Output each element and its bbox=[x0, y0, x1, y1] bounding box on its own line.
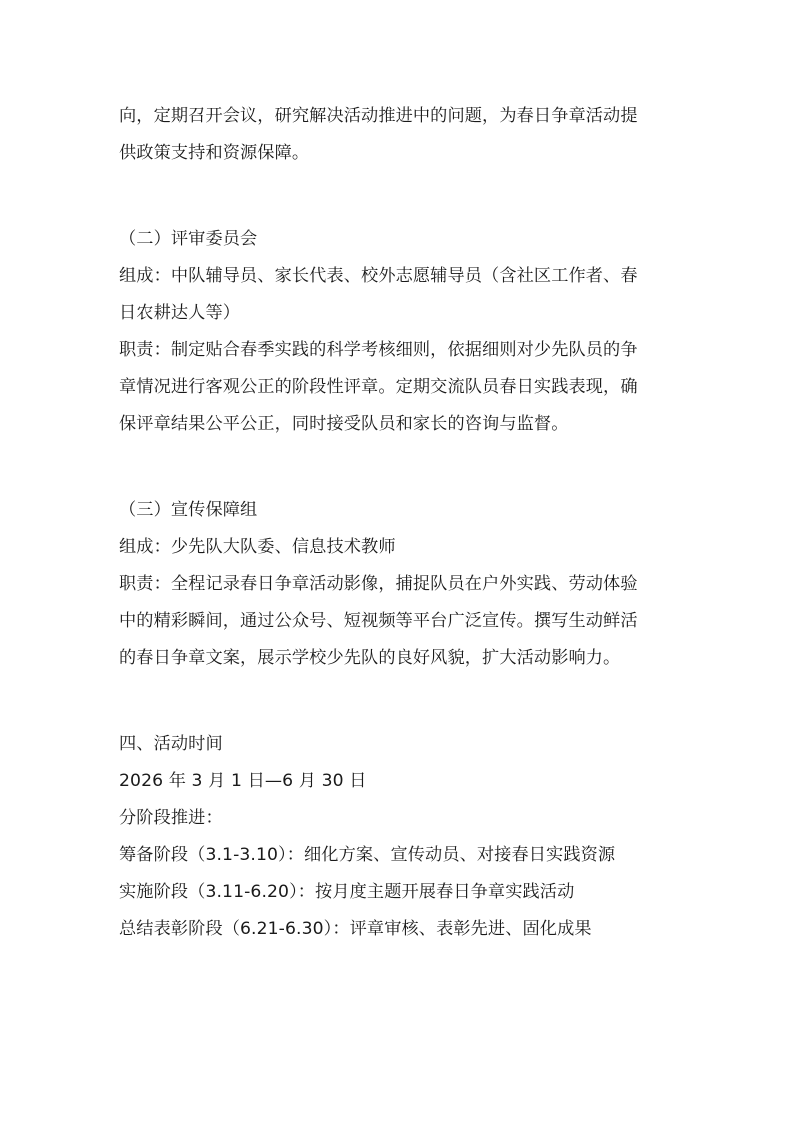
intro-line: 向，定期召开会议，研究解决活动推进中的问题，为春日争章活动提 bbox=[119, 106, 638, 126]
phase-item: 总结表彰阶段（6.21-6.30）：评章审核、表彰先进、固化成果 bbox=[119, 919, 592, 939]
review-composition-line: 组成：中队辅导员、家长代表、校外志愿辅导员（含社区工作者、春 bbox=[119, 266, 638, 286]
publicity-duty-line: 职责：全程记录春日争章活动影像，捕捉队员在户外实践、劳动体验 bbox=[119, 574, 638, 594]
review-duty-line: 章情况进行客观公正的阶段性评章。定期交流队员春日实践表现，确 bbox=[119, 377, 638, 397]
phase-intro: 分阶段推进： bbox=[119, 808, 223, 828]
activity-date-range: 2026 年 3 月 1 日—6 月 30 日 bbox=[119, 771, 367, 791]
paragraph-gap bbox=[119, 677, 689, 726]
section-heading-review: （二）评审委员会 bbox=[119, 229, 258, 249]
intro-line: 供政策支持和资源保障。 bbox=[119, 143, 310, 163]
phase-item: 实施阶段（3.11-6.20）：按月度主题开展春日争章实践活动 bbox=[119, 882, 575, 902]
publicity-duty-line: 的春日争章文案，展示学校少先队的良好风貌，扩大活动影响力。 bbox=[119, 648, 621, 668]
document-body bbox=[119, 98, 689, 948]
review-duty-line: 保评章结果公平公正，同时接受队员和家长的咨询与监督。 bbox=[119, 414, 569, 434]
review-duty-line: 职责：制定贴合春季实践的科学考核细则，依据细则对少先队员的争 bbox=[119, 340, 638, 360]
phase-item: 筹备阶段（3.1-3.10）：细化方案、宣传动员、对接春日实践资源 bbox=[119, 845, 616, 865]
section-heading-publicity: （三）宣传保障组 bbox=[119, 500, 258, 520]
publicity-composition-line: 组成：少先队大队委、信息技术教师 bbox=[119, 537, 396, 557]
publicity-duty-line: 中的精彩瞬间，通过公众号、短视频等平台广泛宣传。撰写生动鲜活 bbox=[119, 611, 638, 631]
review-composition-line: 日农耕达人等） bbox=[119, 303, 241, 323]
section-heading-time: 四、活动时间 bbox=[119, 734, 223, 754]
paragraph-gap bbox=[119, 443, 689, 492]
paragraph-gap bbox=[119, 172, 689, 221]
